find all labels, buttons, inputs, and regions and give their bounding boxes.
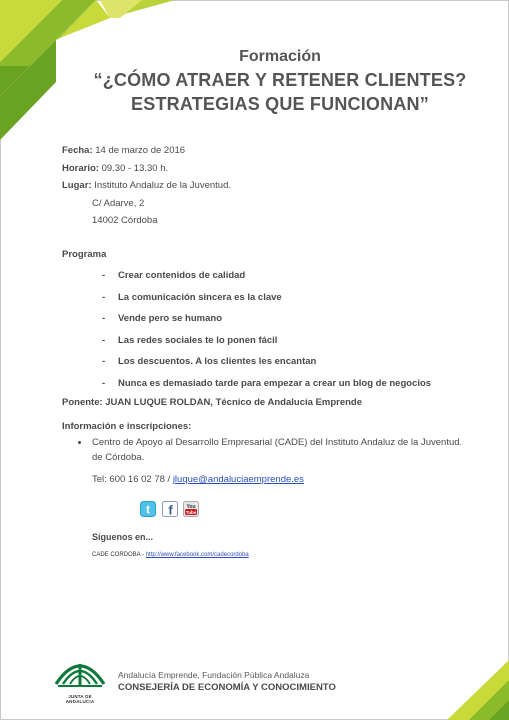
address-line1: C/ Adarve, 2 (92, 197, 145, 209)
horario-value: 09.30 - 13.30 h. (101, 162, 169, 174)
page-title-line2: ESTRATEGIAS QUE FUNCIONAN” (131, 94, 429, 114)
page-title-line1: “¿CÓMO ATRAER Y RETENER CLIENTES? (93, 70, 467, 90)
horario-label: Horario: (62, 162, 99, 174)
org-line2: CONSEJERÍA DE ECONOMÍA Y CONOCIMIENTO (118, 682, 336, 693)
youtube-icon[interactable] (183, 501, 199, 524)
list-item: - La comunicación sincera es la clave (102, 291, 282, 303)
list-item: - Los descuentos. A los clientes les encantan (102, 356, 317, 367)
list-item: - Nunca es demasiado tarde para empezar a crear un blog de negocios (102, 377, 432, 389)
title-block (80, 46, 480, 116)
org-line1: Andalucía Emprende, Fundación Pública Andaluza (118, 670, 310, 680)
bullet-icon (78, 441, 81, 444)
organization-text (118, 669, 336, 695)
facebook-icon[interactable] (162, 501, 178, 524)
list-item: - Las redes sociales te lo ponen fácil (102, 334, 278, 346)
programa-heading: Programa (62, 248, 107, 260)
subtitle: Formación (239, 48, 321, 65)
green-corner-decoration-bottom (447, 660, 509, 720)
fecha-row (62, 142, 482, 160)
info-center: Centro de Apoyo al Desarrollo Empresarial (CADE) del Instituto Andaluz de la Juventud. de Córdoba. (62, 435, 482, 465)
junta-andalucia-logo-icon (52, 652, 108, 694)
programa-list (62, 265, 482, 394)
svg-text:t: t (146, 502, 150, 516)
twitter-icon[interactable] (140, 501, 156, 524)
siguenos-label: Síguenos en... (92, 531, 154, 542)
fecha-value: 14 de marzo de 2016 (95, 145, 186, 156)
lugar-value: Instituto Andaluz de la Juventud. (94, 180, 231, 191)
ponente: Ponente: JUAN LUQUE ROLDAN, Técnico de Andalucía Emprende (62, 397, 362, 408)
address-line2: 14002 Córdoba (92, 215, 158, 226)
tel-text: Tel: 600 16 02 78 / (92, 474, 173, 485)
document-body (62, 142, 482, 560)
fecha-label: Fecha: (62, 145, 93, 156)
email-link[interactable]: jluque@andaluciaemprende.es (172, 474, 304, 485)
cade-facebook-link[interactable]: http://www.facebook.com/cadecordoba (145, 552, 249, 558)
cade-label: CADE CORDOBA - (92, 552, 145, 558)
horario-row (62, 160, 482, 178)
svg-text:You: You (186, 503, 196, 510)
list-item: - Crear contenidos de calidad (102, 270, 246, 281)
social-icons (140, 501, 482, 519)
list-item: - Vende pero se humano (102, 313, 222, 324)
lugar-label: Lugar: (62, 180, 92, 191)
svg-text:Tube: Tube (186, 509, 197, 515)
lugar-row (62, 177, 482, 195)
info-heading: Información e inscripciones: (62, 420, 192, 432)
cade-line (92, 550, 482, 560)
svg-text:f: f (167, 502, 173, 517)
contact-line (62, 471, 482, 489)
logo-caption: JUNTA DE ANDALUCIA (65, 694, 95, 704)
